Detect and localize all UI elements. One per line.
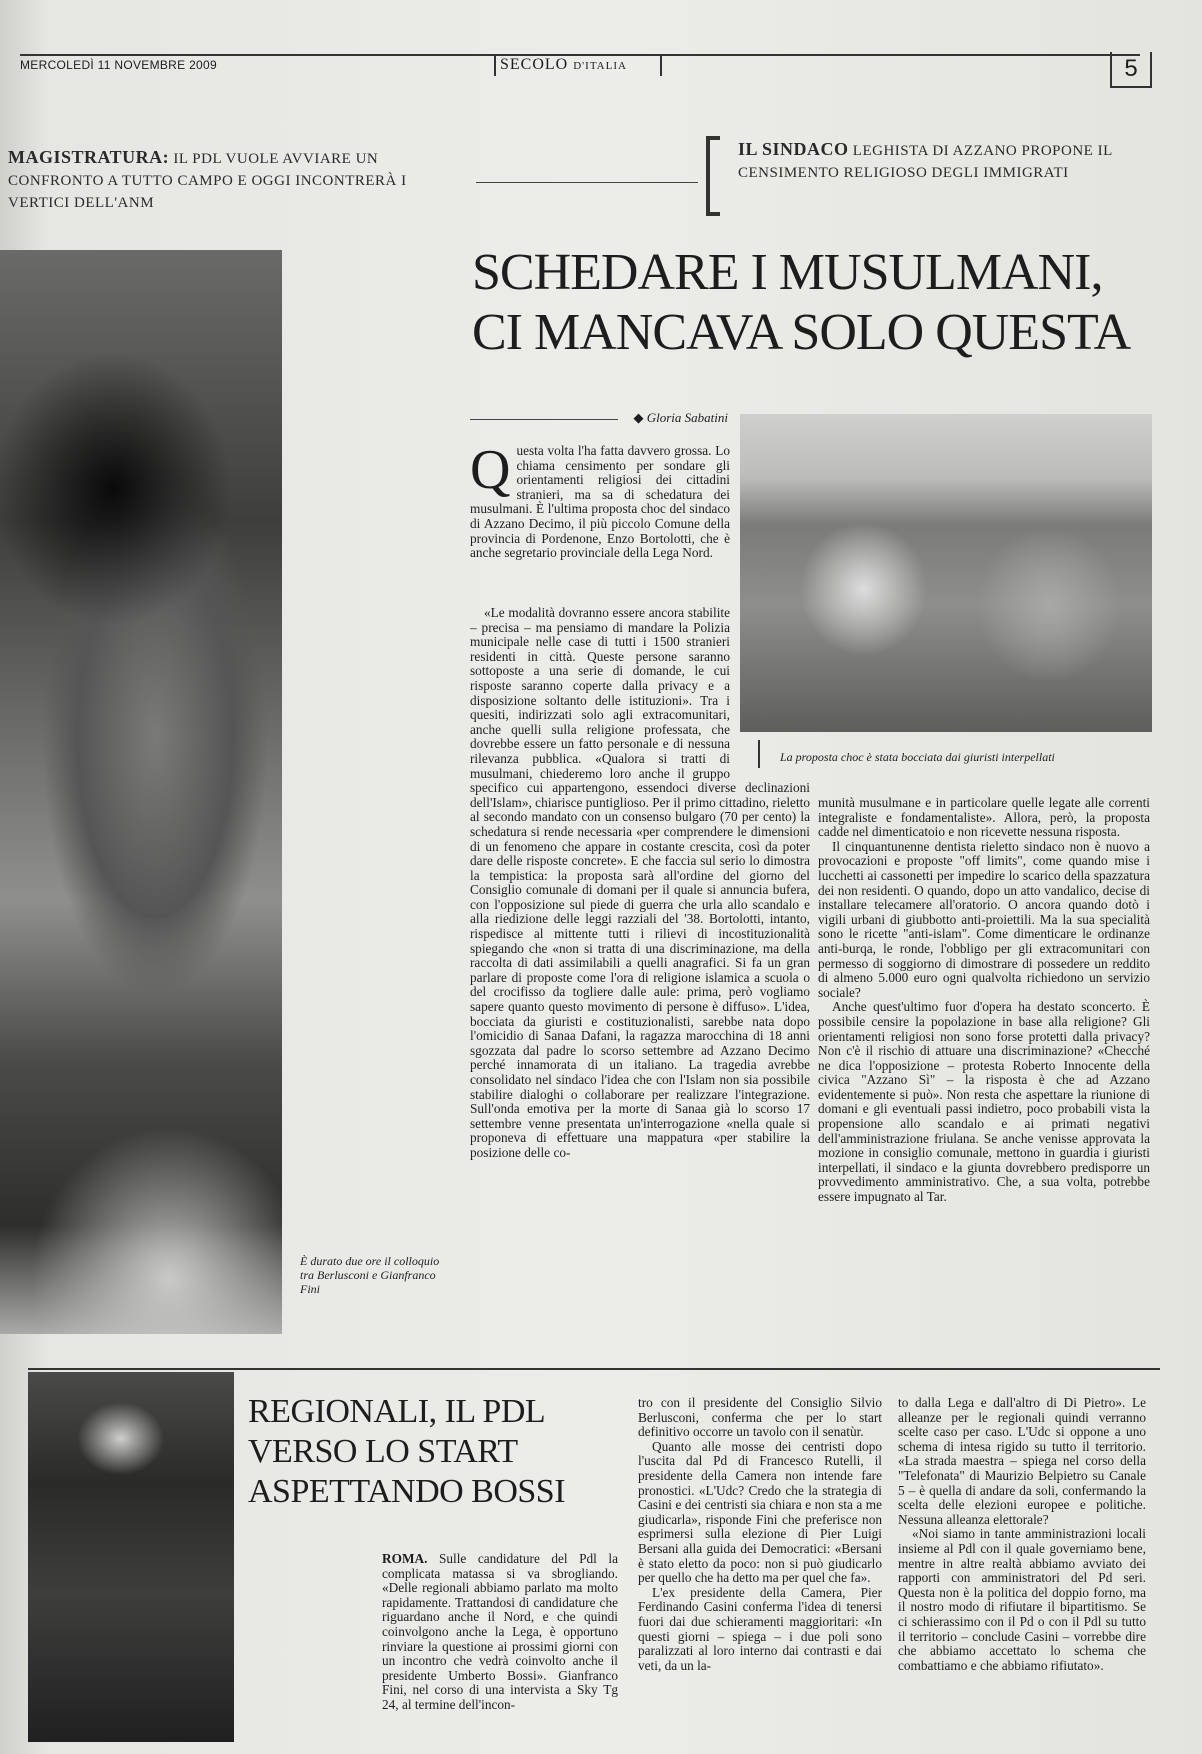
article-paragraph: Anche quest'ultimo fuor d'opera ha destato sconcerto. È possibile censire la popolazione in base alla religione? Gli orientamenti religiosi non sono forse protetti dalla privacy? Non c'è il rischio di attuare una discriminazione? «Checché ne dica l'opposizione – protesta Roberto Innocente della civica "Azzano Sì" – la risposta è che ad Azzano evidentemente si può». Non resta che aspettare la riunione di domani e gli eventuali passi indietro, poco probabili vista la propensione allo scandalo e ai primati negativi dell'amministrazione friulana. Se anche venisse approvata la mozione in consiglio comunale, mettono in guardia i giuristi interpellati, il sindaco e la giunta dovrebbero predisporre un provvedimento amministrativo. Che, a sua volta, potrebbe essere impugnato al Tar. [818,999,1150,1205]
kicker-divider [476,182,698,183]
issue-date: MERCOLEDÌ 11 NOVEMBRE 2009 [20,58,217,72]
headline-line-2: CI MANCAVA SOLO QUESTA [472,304,1131,361]
article-paragraph: Il cinquantunenne dentista rieletto sindaco non è nuovo a provocazioni e proposte "off limits", come quando mise i lucchetti ai cassonetti per impedire lo scarico della spazzatura dei non residenti. O quando, dopo un atto vandalico, decise di installare telecamere all'oratorio. O ancora quando dotò i vigili urbani di giubbotto anti-proiettili. Ma la sua specialità sono le ricette "anti-islam". Come dimenticare le ordinanze anti-burqa, le ronde, l'obbligo per gli extracomunitari con permesso di soggiorno di dimostrare di possedere un reddito di almeno 5.000 euro ogni qualvolta richiedono un servizio sociale? [818,838,1150,1000]
kicker-left-lead: MAGISTRATURA: [8,147,170,167]
kicker-right [738,138,1138,184]
byline: ◆ Gloria Sabatini [470,410,728,426]
section-divider [28,1368,1160,1370]
article-column-1-cont [470,606,810,1340]
kicker-left-text: IL PDL VUOLE AVVIARE UN CONFRONTO A TUTTO CAMPO E OGGI INCONTRERÀ I VERTICI DELL'ANM [8,151,407,211]
article-paragraph: to dalla Lega e dall'altro di Di Pietro». Le alleanze per le regionali quindi verranno scelte caso per caso. L'Udc si oppone a uno schema di intesa rigido su tutto il territorio. «La strada maestra – spiega nel corso della "Telefonata" di Maurizio Belpietro su Canale 5 – è quella di andare da soli, confermando la scelta delle elezioni europee e politiche. Nessuna alleanza elettorale? [898,1396,1146,1527]
author-name: Gloria Sabatini [646,410,728,425]
headline-line-1: SCHEDARE I MUSULMANI, [472,244,1103,301]
page-number: 5 [1110,52,1152,88]
kicker-right-lead: IL SINDACO [738,139,849,159]
kicker-left [8,146,458,214]
article-paragraph: munità musulmane e in particolare quelle legate alle correnti integraliste e fondamentaliste». Allora, però, la proposta cadde nel dimenticatoio e non ricevette nessuna risposta. [818,796,1150,840]
second-article-column-3 [898,1396,1146,1748]
photo-spacer [730,606,810,780]
article-paragraph: «Le modalità dovranno essere ancora stabilite – precisa – ma pensiamo di mandare la Polizia municipale nelle case di tutti i 1500 stranieri residenti in città. Queste persone saranno sottoposte a una serie di domande, le cui risposte saranno coperte dalla privacy e a disposizione soltanto delle istituzioni». Tra i quesiti, indirizzati solo agli extracomunitari, anche quelli sulla religione professata, che dovrebbe essere un fatto personale e di nessuna rilevanza pubblica. «Qualora si tratti di musulmani, chiederemo loro anche il gruppo specifico cui appartengono, essendoci diverse declinazioni dell'Islam», chiarisce puntiglioso. Per il primo cittadino, rieletto al secondo mandato con un consenso bulgaro (70 per cento) la schedatura si rende necessaria «per comprendere le dimensioni di un fenomeno che appare in costante crescita, così da poter dare delle risposte concrete». E che faccia sul serio lo dimostra la tempistica: la proposta sarà all'ordine del giorno del Consiglio comunale di domani per il quale si annuncia bufera, con l'opposizione sul piede di guerra che urla allo scandalo e alla riedizione delle leggi razziali del '38. Bortolotti, intanto, rispedisce al mittente tutti i rilievi di incostituzionalità spiegando che «non si tratta di una discriminazione, ma della raccolta di dati assimilabili a quelli anagrafici. Si fa un gran parlare di proposte come l'ora di religione islamica a scuola o del crocifisso da togliere dalle aule: prima, però vogliamo sapere quanto questo movimento di persone è diffuso». L'idea, bocciata da giuristi e costituzionalisti, sarebbe nata dopo l'omicidio di Sanaa Dafani, la ragazza marocchina di 18 anni sgozzata dal padre lo scorso settembre ad Azzano Decimo perché innamorata di un italiano. La tragedia avrebbe consolidato nel sindaco l'idea che con l'Islam non sia possibile stabilire dialoghi o collaborare per realizzare l'integrazione. Sull'onda emotiva per la morte di Sanaa già lo scorso 17 settembre venne presentata un'interrogazione «nella quale si proponeva di effettuare una mappatura «per stabilire la posizione delle co- [470,606,810,1160]
second-headline [248,1392,638,1512]
paper-title-suffix: D'ITALIA [573,60,627,72]
second-headline-line-2: VERSO LO START [248,1433,518,1470]
top-photo-caption: La proposta choc è stata bocciata dai giuristi interpellati [780,750,1055,764]
second-headline-line-3: ASPETTANDO BOSSI [248,1473,566,1510]
kicker-right-text: LEGHISTA DI AZZANO PROPONE IL CENSIMENTO RELIGIOSO DEGLI IMMIGRATI [738,143,1113,181]
second-headline-line-1: REGIONALI, IL PDL [248,1393,546,1430]
second-article-column-2 [638,1396,882,1748]
paper-title: SECOLO [500,56,569,73]
dropcap: Q [470,444,511,501]
dateline: ROMA. [382,1552,428,1566]
masthead-divider [660,54,662,76]
masthead-divider [494,54,496,76]
portrait-photo [0,250,282,1334]
second-article-column-1 [382,1552,618,1748]
left-photo-caption: È durato due ore il colloquio tra Berlusconi e Gianfranco Fini [300,1254,440,1296]
article-paragraph: L'ex presidente della Camera, Pier Ferdinando Casini conferma l'idea di tenersi fuori dai due schieramenti maggioritari: «In questi giorni – spiega – i due poli sono paralizzati al loro interno dai contrasti e dai veti, da un la- [638,1584,882,1673]
article-column-2 [818,796,1150,1342]
article-paragraph: tro con il presidente del Consiglio Silvio Berlusconi, conferma che per lo start definitivo occorre un tavolo con il senatùr. [638,1396,882,1440]
bossi-photo [28,1372,234,1742]
article-paragraph: uesta volta l'ha fatta davvero grossa. Lo chiama censimento per sondare gli orientamenti religiosi dei cittadini stranieri, ma sa di schedatura dei musulmani. È l'ultima proposta choc del sindaco di Azzano Decimo, il più piccolo Comune della provincia di Pordenone, Enzo Bortolotti, che è anche segretario provinciale della Lega Nord. [470,444,730,561]
article-paragraph: «Noi siamo in tante amministrazioni locali insieme al Pdl con il quale governiamo bene, mentre in altre realtà abbiamo avviato dei rapporti con amministratori del Pd seri. Questa non è la politica del doppio forno, ma il nostro modo di rifiutare il bipartitismo. Se ci schierassimo con il Pd o con il Pdl su tutto il territorio – conclude Casini – vorrebbe dire che abbiamo accettato lo schema che combattiamo e che abbiamo rifiutato». [898,1526,1146,1673]
paper-name [500,56,627,74]
article-paragraph: Quanto alle mosse dei centristi dopo l'uscita dal Pd di Francesco Rutelli, il presidente della Camera non intende fare pronostici. «L'Udc? Credo che la strategia di Casini e dei centristi sia chiara e non sta a me giudicarla», risponde Fini che preferisce non esprimersi sulla elezione di Pier Luigi Bersani alla guida dei Democratici: «Bersani è stato eletto da poco: non si può giudicarlo per quello che ha detto ma per quel che fa». [638,1438,882,1586]
kicker-bracket [706,136,720,216]
main-headline [472,243,1162,363]
article-paragraph [382,1552,618,1713]
article-text: Sulle candidature del Pdl la complicata matassa si va sbrogliando. «Delle regionali abbiamo parlato ma molto rapidamente. Trattandosi di candidature che riguardano anche il Nord, e che quindi coinvolgono anche la Lega, è opportuno rinviare la questione ai prossimi giorni con un incontro che vedrà coinvolto anche il presidente Umberto Bossi». Gianfranco Fini, nel corso di una intervista a Sky Tg 24, al termine dell'incon- [382,1552,618,1712]
